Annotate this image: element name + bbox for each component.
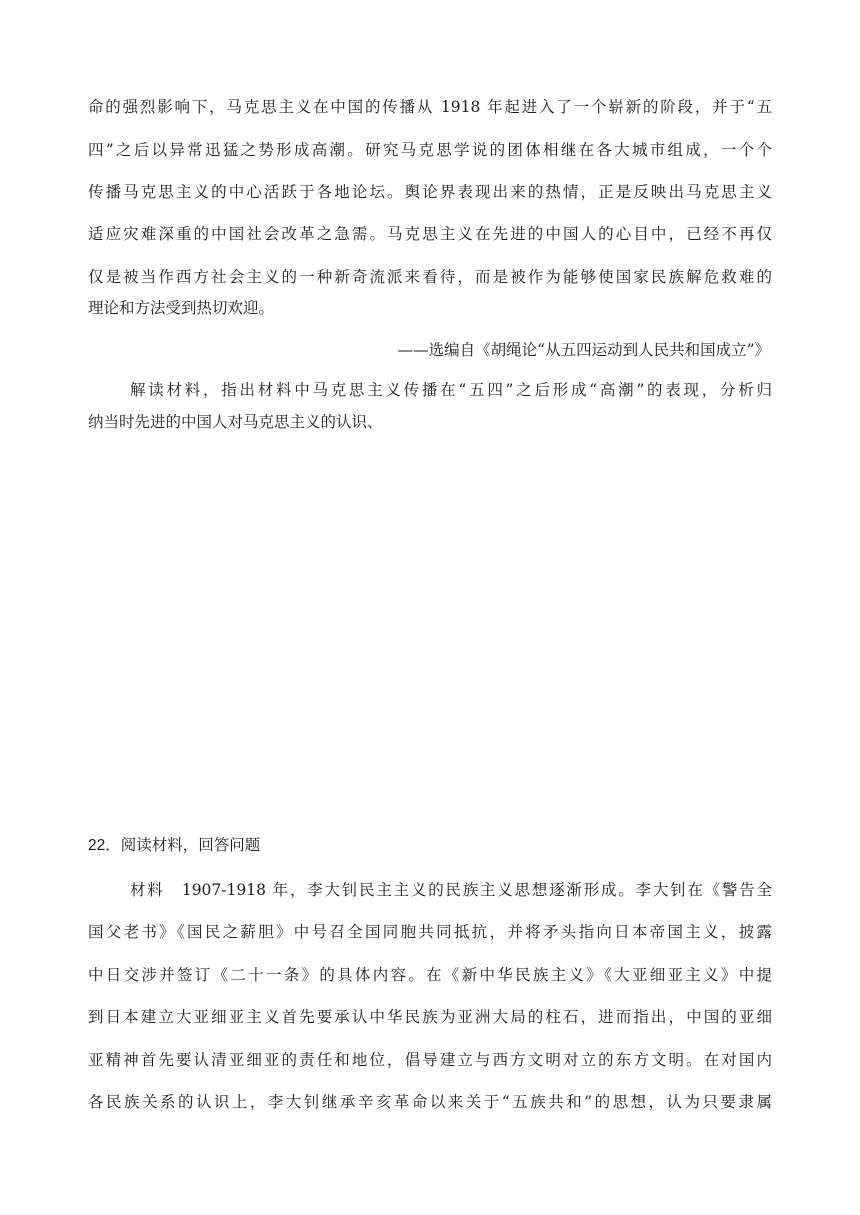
material-line: 到日本建立大亚细亚主义首先要承认中华民族为亚洲大局的柱石，进而指出，中国的亚细 xyxy=(88,1008,772,1026)
passage-line: 四”之后以异常迅猛之势形成高潮。研究马克思学说的团体相继在各大城市组成，一个个 xyxy=(88,141,772,159)
question-line: 纳当时先进的中国人对马克思主义的认识、 xyxy=(88,413,383,431)
passage-source: ——选编自《胡绳论“从五四运动到人民共和国成立”》 xyxy=(397,341,770,359)
passage-line: 命的强烈影响下，马克思主义在中国的传播从 1918 年起进入了一个崭新的阶段，并于“五 xyxy=(88,98,772,116)
passage-line: 适应灾难深重的中国社会改革之急需。马克思主义在先进的中国人的心目中，已经不再仅 xyxy=(88,225,772,243)
material-line: 各民族关系的认识上，李大钊继承辛亥革命以来关于“五族共和”的思想，认为只要隶属 xyxy=(88,1093,772,1111)
passage-line: 理论和方法受到热切欢迎。 xyxy=(88,299,275,317)
material-line: 中日交涉并签订《二十一条》的具体内容。在《新中华民族主义》《大亚细亚主义》中提 xyxy=(88,966,772,984)
passage-line: 仅是被当作西方社会主义的一种新奇流派来看待，而是被作为能够使国家民族解危救难的 xyxy=(88,268,772,286)
question-line: 解读材料，指出材料中马克思主义传播在“五四”之后形成“高潮”的表现，分析归 xyxy=(130,381,772,399)
material-line: 亚精神首先要认清亚细亚的责任和地位，倡导建立与西方文明对立的东方文明。在对国内 xyxy=(88,1051,772,1069)
passage-line: 传播马克思主义的中心活跃于各地论坛。舆论界表现出来的热情，正是反映出马克思主义 xyxy=(88,183,772,201)
material-line: 材料 1907-1918 年，李大钊民主主义的民族主义思想逐渐形成。李大钊在《警告全 xyxy=(130,881,772,899)
question-title: 22．阅读材料，回答问题 xyxy=(88,837,261,854)
material-line: 国父老书》《国民之薪胆》中号召全国同胞共同抵抗，并将矛头指向日本帝国主义，披露 xyxy=(88,923,772,941)
